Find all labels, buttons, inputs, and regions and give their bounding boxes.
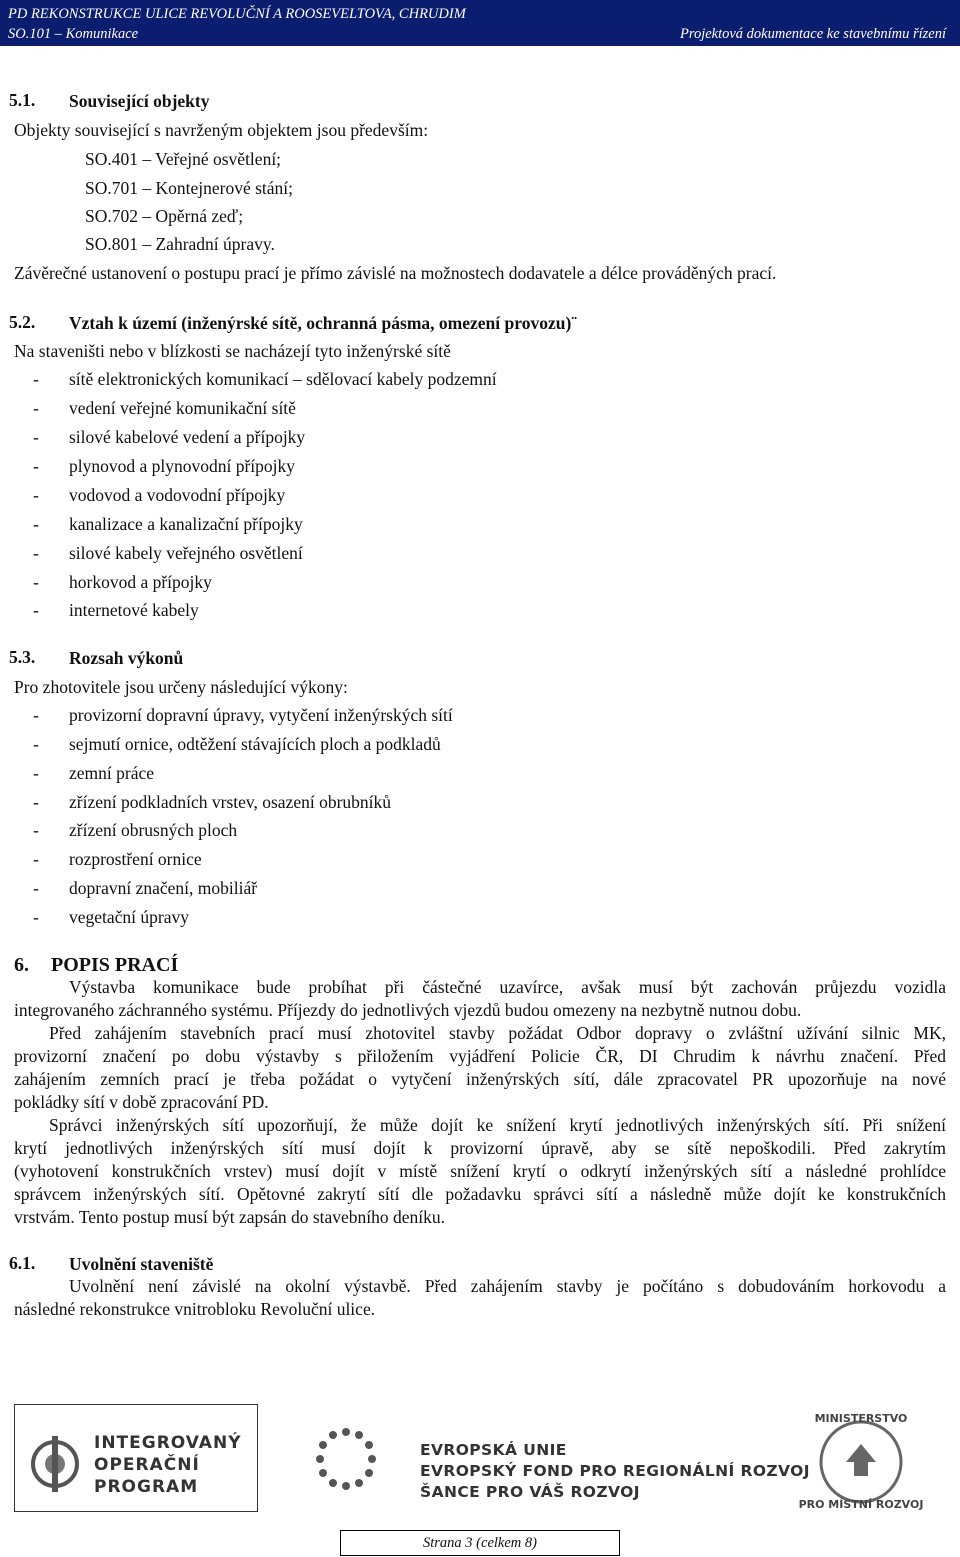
section-title: Uvolnění staveniště	[69, 1254, 214, 1274]
section-number: 5.3.	[9, 647, 36, 667]
iop-emblem-icon	[30, 1434, 80, 1494]
list-item: provizorní dopravní úpravy, vytyčení inženýrských sítí	[69, 705, 453, 725]
list-item: rozprostření ornice	[69, 849, 202, 869]
paragraph: Na staveništi nebo v blízkosti se nacházejí tyto inženýrské sítě	[14, 341, 451, 361]
list-item: vegetační úpravy	[69, 907, 190, 927]
list-item: SO.701 – Kontejnerové stání;	[85, 178, 294, 198]
iop-logo-text: INTEGROVANÝ OPERAČNÍ PROGRAM	[94, 1433, 242, 1497]
section-title: Rozsah výkonů	[69, 648, 184, 668]
section-title: Související objekty	[69, 91, 210, 111]
list-item: SO.801 – Zahradní úpravy.	[85, 234, 275, 254]
list-item: vodovod a vodovodní přípojky	[69, 485, 286, 505]
paragraph: Závěrečné ustanovení o postupu prací je přímo závislé na možnostech dodavatele a délce prováděných prací.	[14, 263, 777, 283]
list-item: zřízení obrusných ploch	[69, 820, 238, 840]
paragraph: Pro zhotovitele jsou určeny následující výkony:	[14, 677, 348, 697]
section-number: 5.2.	[9, 312, 36, 332]
list-item: internetové kabely	[69, 600, 199, 620]
section-number: 5.1.	[9, 90, 36, 110]
list-item: silové kabely veřejného osvětlení	[69, 543, 303, 563]
chapter-number: 6.	[14, 954, 29, 976]
paragraph-permits: Před zahájením stavebních prací musí zhotovitel stavby požádat Odbor dopravy o zvláštní užívání silnic MK, provizorní značení po dobu výstavby s přiložením vyjádření Policie ČR, DI Chrudim k návrhu značení. Před zahájením zemních prací je třeba požádat o vytyčení inženýrských sítí, dále zpracovatel PR upozorňuje na nové pokládky sítí v době zpracování PD.	[14, 1023, 946, 1112]
paragraph: Objekty související s navrženým objektem jsou především:	[14, 120, 429, 140]
page-header	[0, 0, 960, 46]
list-item: sejmutí ornice, odtěžení stávajících ploch a podkladů	[69, 734, 441, 754]
paragraph-site-release: Uvolnění není závislé na okolní výstavbě. Před zahájením stavby je počítáno s dobudováním horkovodu a následné rekonstrukce vnitrobloku Revoluční ulice.	[14, 1276, 946, 1319]
list-item: silové kabelové vedení a přípojky	[69, 427, 306, 447]
list-item: zemní práce	[69, 763, 155, 783]
list-item: SO.401 – Veřejné osvětlení;	[85, 149, 282, 169]
list-item: dopravní značení, mobiliář	[69, 878, 258, 898]
list-item: zřízení podkladních vrstev, osazení obrubníků	[69, 792, 392, 812]
section-number: 6.1.	[9, 1253, 36, 1273]
paragraph-utilities: Správci inženýrských sítí upozorňují, že může dojít ke snížení krytí jednotlivých inženýrských sítí. Při snížení krytí jednotlivých inženýrských sítí musí dojít k provizorní úpravě, aby se sítě nepoškodili. Před zakrytím (vyhotovení konstrukčních vrstev) musí dojít v místě snížení krytí o odkrytí inženýrských sítí a následné prohlídce správcem inženýrských sítí. Opětovné zakrytí sítí dle požadavku správci sítí a následně může dojít ke konstrukčních vrstvám. Tento postup musí být zapsán do stavebního deníku.	[14, 1115, 946, 1227]
list-item: SO.702 – Opěrná zeď;	[85, 206, 244, 226]
header-project: PD REKONSTRUKCE ULICE REVOLUČNÍ A ROOSEVELTOVA, CHRUDIM	[8, 6, 466, 22]
list-item: kanalizace a kanalizační přípojky	[69, 514, 303, 534]
list-item: sítě elektronických komunikací – sdělovací kabely podzemní	[69, 369, 497, 389]
page-number: Strana 3 (celkem 8)	[340, 1530, 620, 1556]
ministry-top-text: MINISTERSTVO	[814, 1412, 908, 1425]
header-object: SO.101 – Komunikace	[8, 26, 139, 42]
chapter-title: POPIS PRACÍ	[51, 954, 179, 976]
list-item: plynovod a plynovodní přípojky	[69, 456, 296, 476]
eu-flag-icon	[294, 1422, 398, 1496]
ministry-logo-icon	[776, 1410, 946, 1510]
list-item: horkovod a přípojky	[69, 572, 212, 592]
paragraph-construction: Výstavba komunikace bude probíhat při částečné uzavírce, avšak musí být zachován průjezdu vozidla integrovaného záchranného systému. Příjezdy do jednotlivých vjezdů budou omezeny na nezbytně nutnou dobu.	[14, 977, 946, 1020]
header-doc-type: Projektová dokumentace ke stavebnímu řízení	[679, 26, 946, 42]
eu-logo-text: EVROPSKÁ UNIE EVROPSKÝ FOND PRO REGIONÁLNÍ ROZVOJ ŠANCE PRO VÁŠ ROZVOJ	[420, 1441, 810, 1501]
ministry-bottom-text: PRO MÍSTNÍ ROZVOJ	[798, 1498, 924, 1510]
section-title: Vztah k území (inženýrské sítě, ochranná pásma, omezení provozu)¨	[69, 313, 578, 333]
list-item: vedení veřejné komunikační sítě	[69, 398, 296, 418]
